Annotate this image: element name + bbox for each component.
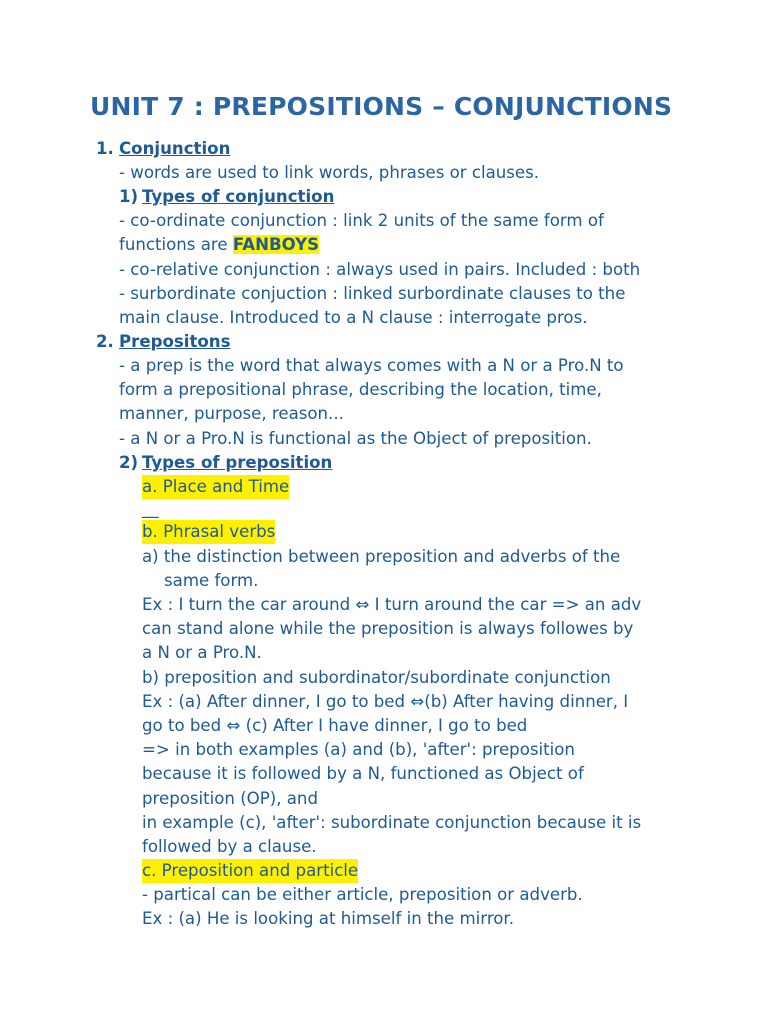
section-1-number: 1.: [96, 139, 114, 158]
section-1-definition: - words are used to link words, phrases or clauses.: [119, 163, 540, 182]
example-line: in example (c), 'after': subordinate conjunction because it is: [142, 813, 642, 832]
text-line: - co-relative conjunction : always used in pairs. Included : both: [119, 260, 641, 279]
text-line: [119, 233, 319, 257]
subsection-1-number: 1): [119, 187, 139, 206]
section-2-number: 2.: [96, 332, 114, 351]
highlighted-subheading-a: a. Place and Time: [142, 475, 289, 499]
underline-placeholder: __: [142, 499, 159, 518]
example-line: go to bed ⇔ (c) After I have dinner, I go to bed: [142, 716, 528, 735]
text-line: b) preposition and subordinator/subordinate conjunction: [142, 668, 611, 687]
text-line: - partical can be either article, preposition or adverb.: [142, 885, 583, 904]
section-2-heading: Prepositons: [119, 332, 231, 351]
text-line: a) the distinction between preposition and adverbs of the: [142, 547, 621, 566]
example-line: a N or a Pro.N.: [142, 643, 262, 662]
subsection-2-heading: Types of preposition: [142, 453, 333, 472]
example-line: Ex : I turn the car around ⇔ I turn around the car => an adv: [142, 595, 642, 614]
text-line: manner, purpose, reason...: [119, 404, 344, 423]
highlighted-term: FANBOYS: [232, 235, 320, 254]
text-line: same form.: [164, 571, 259, 590]
text-line: main clause. Introduced to a N clause : interrogate pros.: [119, 308, 588, 327]
text-line: form a prepositional phrase, describing the location, time,: [119, 380, 602, 399]
section-1-heading: Conjunction: [119, 139, 231, 158]
text-line: - co-ordinate conjunction : link 2 units of the same form of: [119, 211, 604, 230]
example-line: => in both examples (a) and (b), 'after': preposition: [142, 740, 575, 759]
example-line: because it is followed by a N, functioned as Object of: [142, 764, 584, 783]
example-line: preposition (OP), and: [142, 789, 318, 808]
example-line: can stand alone while the preposition is always followes by: [142, 619, 634, 638]
highlighted-subheading-c: c. Preposition and particle: [142, 859, 358, 883]
text-fragment: functions are: [119, 235, 233, 254]
text-line: - a prep is the word that always comes with a N or a Pro.N to: [119, 356, 624, 375]
highlighted-subheading-b: b. Phrasal verbs: [142, 520, 275, 544]
example-line: Ex : (a) He is looking at himself in the mirror.: [142, 909, 515, 928]
subsection-1-heading: Types of conjunction: [142, 187, 335, 206]
subsection-2-number: 2): [119, 453, 139, 472]
text-line: - a N or a Pro.N is functional as the Object of preposition.: [119, 429, 592, 448]
text-line: - surbordinate conjuction : linked surbordinate clauses to the: [119, 284, 626, 303]
example-line: followed by a clause.: [142, 837, 317, 856]
page-title: UNIT 7 : PREPOSITIONS – CONJUNCTIONS: [90, 92, 673, 121]
example-line: Ex : (a) After dinner, I go to bed ⇔(b) After having dinner, I: [142, 692, 629, 711]
